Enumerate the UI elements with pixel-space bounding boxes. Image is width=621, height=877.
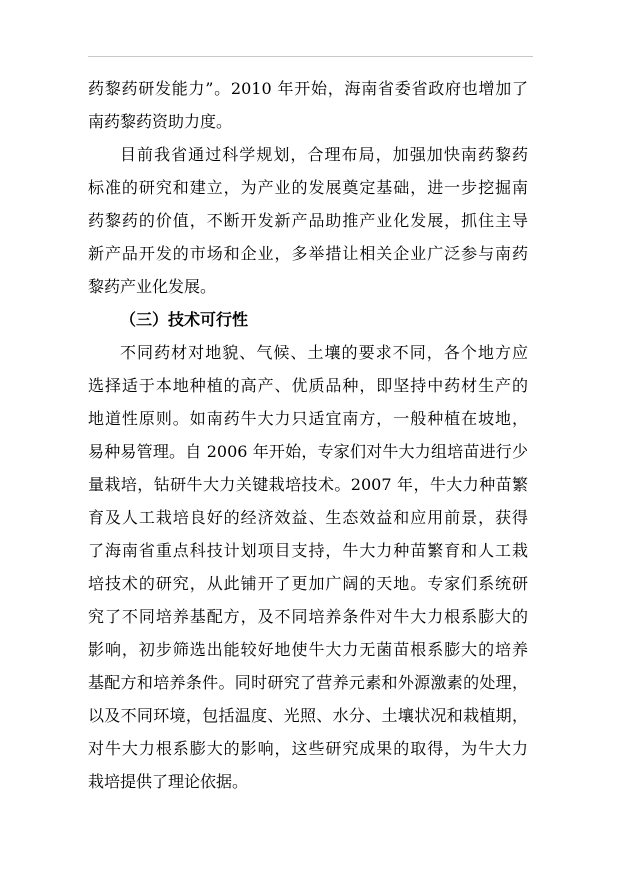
text-line: 药黎药研发能力”。2010 年开始，海南省委省政府也增加了 — [88, 79, 528, 98]
text-line: 不同药材对地貌、气候、土壤的要求不同，各个地方应 — [120, 343, 528, 362]
text-line: 黎药产业化发展。 — [88, 277, 217, 296]
text-line: 影响，初步筛选出能较好地使牛大力无菌苗根系膨大的培养 — [88, 640, 528, 659]
text-line: 培技术的研究，从此铺开了更加广阔的天地。专家们系统研 — [88, 574, 528, 593]
text-line: 对牛大力根系膨大的影响，这些研究成果的取得，为牛大力 — [88, 739, 528, 758]
text-line: 育及人工栽培良好的经济效益、生态效益和应用前景，获得 — [88, 508, 528, 527]
text-line: 量栽培，钻研牛大力关键栽培技术。2007 年，牛大力种苗繁 — [88, 475, 528, 494]
header-rule — [88, 56, 533, 57]
text-line: 易种易管理。自 2006 年开始，专家们对牛大力组培苗进行少 — [88, 442, 528, 461]
text-line: 栽培提供了理论依据。 — [88, 772, 249, 791]
section-heading: （三）技术可行性 — [120, 310, 249, 329]
text-line: 究了不同培养基配方，及不同培养条件对牛大力根系膨大的 — [88, 607, 528, 626]
text-line: 基配方和培养条件。同时研究了营养元素和外源激素的处理， — [88, 673, 528, 692]
body-text — [88, 72, 528, 798]
text-line: 新产品开发的市场和企业，多举措让相关企业广泛参与南药 — [88, 244, 528, 263]
text-line: 目前我省通过科学规划，合理布局，加强加快南药黎药 — [120, 145, 528, 164]
text-line: 药黎药的价值，不断开发新产品助推产业化发展，抓住主导 — [88, 211, 528, 230]
text-line: 地道性原则。如南药牛大力只适宜南方，一般种植在坡地， — [88, 409, 528, 428]
text-line: 了海南省重点科技计划项目支持，牛大力种苗繁育和人工栽 — [88, 541, 528, 560]
text-line: 选择适于本地种植的高产、优质品种，即坚持中药材生产的 — [88, 376, 528, 395]
text-line: 南药黎药资助力度。 — [88, 112, 233, 131]
text-line: 标准的研究和建立，为产业的发展奠定基础，进一步挖掘南 — [88, 178, 528, 197]
text-line: 以及不同环境，包括温度、光照、水分、土壤状况和栽植期， — [88, 706, 528, 725]
